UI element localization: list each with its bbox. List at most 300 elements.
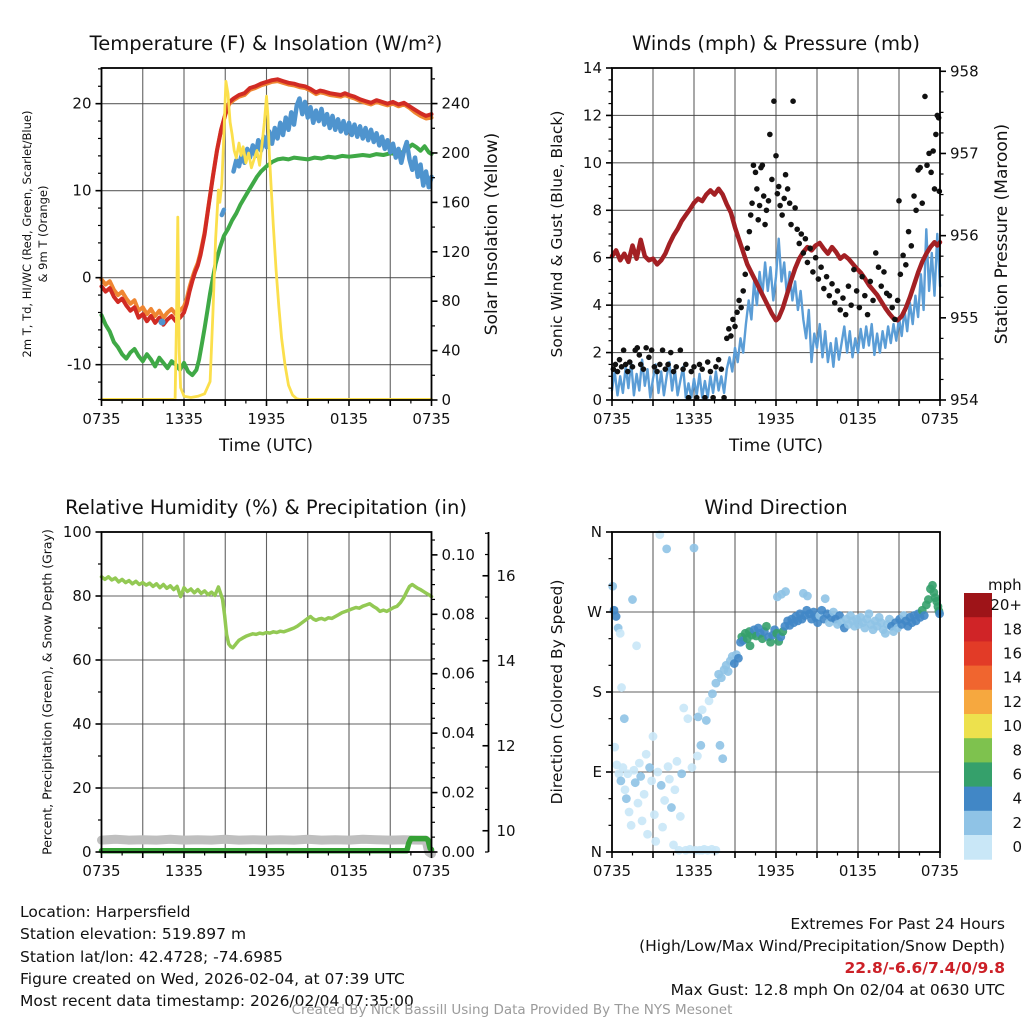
colorbar-label: 20+ <box>990 596 1022 615</box>
gust-dots <box>766 198 772 204</box>
y-tick-label: N <box>590 523 602 541</box>
wind-direction-point <box>643 830 652 839</box>
colorbar-label: 4 <box>1012 789 1022 808</box>
wind-direction-point <box>629 766 638 775</box>
gust-dots <box>630 364 636 370</box>
wind-direction-point <box>693 752 702 761</box>
gust-dots <box>708 369 714 375</box>
right-tick-label: 0 <box>441 391 452 409</box>
colorbar-label: 6 <box>1012 765 1022 784</box>
gust-dots <box>757 203 763 209</box>
gust-dots <box>734 309 740 315</box>
snow-tick-label: 14 <box>496 651 516 670</box>
colorbar-title: mph <box>988 576 1022 594</box>
gust-dots <box>762 222 768 228</box>
gust-dots <box>615 369 621 375</box>
gust-dots <box>878 283 884 289</box>
x-tick-label: 0135 <box>838 410 878 428</box>
colorbar-label: 10 <box>1002 717 1022 736</box>
gust-dots <box>824 274 830 280</box>
gust-dots <box>903 262 909 268</box>
gust-dots <box>848 302 854 308</box>
x-tick-label: 1335 <box>164 862 204 880</box>
colorbar-label: 12 <box>1002 692 1022 711</box>
colorbar-label: 16 <box>1002 644 1022 663</box>
gust-dots <box>854 288 860 294</box>
gust-dots <box>796 241 802 247</box>
colorbar-label: 2 <box>1012 813 1022 832</box>
gust-dots <box>794 226 800 232</box>
gust-dots <box>788 222 794 228</box>
gust-dots <box>683 362 689 368</box>
wind-direction-chart-title: Wind Direction <box>704 496 848 519</box>
gust-dots <box>665 362 671 368</box>
snow-tick-label: 16 <box>496 566 516 585</box>
gust-dots <box>764 207 770 213</box>
gust-dots <box>832 300 838 306</box>
temp-chart-title: Temperature (F) & Insolation (W/m²) <box>89 32 443 55</box>
gust-dots <box>865 312 871 318</box>
gust-dots <box>887 293 893 299</box>
gust-dots <box>775 191 781 197</box>
gust-dots <box>755 217 761 223</box>
gust-dots <box>898 272 904 278</box>
colorbar-label: 14 <box>1002 668 1022 687</box>
wind-direction-point <box>662 544 671 553</box>
gust-dots <box>924 162 930 168</box>
right-tick-label: 240 <box>441 94 471 113</box>
gust-dots <box>932 186 938 192</box>
wind-direction-point <box>642 750 651 759</box>
right-tick-label: 957 <box>950 144 979 163</box>
gust-dots <box>821 286 827 292</box>
temp-left-axis-label-line1: 2m T, Td, HI/WC (Red, Green, Scarlet/Blue) <box>20 110 34 358</box>
wind-direction-point <box>621 785 630 794</box>
colorbar-swatch <box>964 811 992 836</box>
wind-direction-point <box>670 785 679 794</box>
wind-direction-point <box>627 821 636 830</box>
colorbar-swatch <box>964 714 992 739</box>
gust-dots <box>738 305 744 311</box>
gust-dots <box>835 288 841 294</box>
gust-dots <box>634 345 640 351</box>
gust-dots <box>816 276 822 282</box>
wind-direction-point <box>711 846 720 855</box>
gust-dots <box>876 264 882 270</box>
wind-direction-point <box>702 716 711 725</box>
x-tick-label: 1935 <box>756 410 796 428</box>
gust-dots <box>697 362 703 368</box>
right-tick-label: 160 <box>441 193 471 212</box>
gust-dots <box>798 231 804 237</box>
wind-direction-point <box>762 622 771 631</box>
gust-dots <box>803 236 809 242</box>
colorbar-swatch <box>964 835 992 860</box>
y-tick-label: 4 <box>592 296 602 315</box>
colorbar-swatch <box>964 738 992 763</box>
gust-dots <box>621 347 627 353</box>
wind-direction-point <box>634 799 643 808</box>
colorbar-swatch <box>964 690 992 715</box>
x-tick-label: 1935 <box>247 410 286 428</box>
gust-dots <box>790 98 796 104</box>
y-tick-label: 100 <box>62 523 92 541</box>
gust-dots <box>922 94 928 100</box>
y-tick-label: 40 <box>72 715 92 733</box>
wind-direction-point <box>664 762 673 771</box>
colorbar-label: 18 <box>1002 620 1022 639</box>
credit-line: Created By Nick Bassill Using Data Provided By The NYS Mesonet <box>291 1002 733 1018</box>
gust-dots <box>857 305 863 311</box>
wind-direction-point <box>677 769 686 778</box>
right-tick-label: 0.08 <box>441 605 475 624</box>
gust-dots <box>688 369 694 375</box>
gust-dots <box>881 269 887 275</box>
colorbar-swatch <box>964 617 992 642</box>
wind-direction-point <box>625 808 634 817</box>
gust-dots <box>705 359 711 365</box>
gust-dots <box>906 229 912 235</box>
gust-dots <box>859 274 865 280</box>
gust-dots <box>736 298 742 304</box>
x-tick-label: 1335 <box>164 410 204 428</box>
gust-dots <box>829 281 835 287</box>
gust-dots <box>713 364 719 370</box>
gust-dots <box>846 283 852 289</box>
wind-direction-point <box>708 689 717 698</box>
y-tick-label: 0 <box>592 391 602 409</box>
wind-direction-point <box>617 683 626 692</box>
wind-direction-point <box>676 812 685 821</box>
gust-dots <box>657 362 663 368</box>
wind-direction-point <box>660 796 669 805</box>
y-tick-label: 0 <box>81 843 92 861</box>
gust-dots <box>843 312 849 318</box>
gust-dots <box>749 200 755 206</box>
gust-dots <box>649 347 655 353</box>
gust-dots <box>805 260 811 266</box>
gust-dots <box>740 288 746 294</box>
windchill-dot <box>159 319 166 326</box>
gust-dots <box>643 345 649 351</box>
gust-dots <box>728 333 734 339</box>
snow-tick-label: 10 <box>496 821 516 840</box>
wind-direction-point <box>640 790 649 799</box>
gust-dots <box>646 355 652 361</box>
data-timestamp: Most recent data timestamp: 2026/02/04 07:35:00 <box>20 992 414 1011</box>
wind-direction-point <box>665 775 674 784</box>
y-tick-label: 8 <box>592 201 602 220</box>
gust-dots <box>742 272 748 278</box>
wind-chart-title: Winds (mph) & Pressure (mb) <box>632 32 920 55</box>
y-tick-label: S <box>592 683 602 701</box>
gust-dots <box>753 170 759 176</box>
gust-dots <box>751 162 757 168</box>
x-tick-label: 0735 <box>82 862 121 880</box>
gust-dots <box>663 366 669 372</box>
y-tick-label: 12 <box>582 106 602 125</box>
gust-dots <box>668 350 674 356</box>
wind-direction-point <box>651 837 660 846</box>
gust-dots <box>654 369 660 375</box>
wind-direction-point <box>632 641 641 650</box>
gust-dots <box>933 132 939 138</box>
wind-direction-point <box>620 714 629 723</box>
wind-direction-point <box>650 810 659 819</box>
gust-dots <box>827 293 833 299</box>
right-tick-label: 0.06 <box>441 664 475 683</box>
wind-direction-point <box>683 714 692 723</box>
wind-direction-point <box>920 611 929 620</box>
gust-dots <box>719 366 725 372</box>
y-tick-label: -10 <box>67 355 92 374</box>
x-tick-label: 0735 <box>592 410 632 428</box>
right-tick-label: 956 <box>950 226 979 245</box>
gust-dots <box>671 369 677 375</box>
gust-dots <box>928 170 934 176</box>
colorbar-swatch <box>964 641 992 666</box>
right-tick-label: 0.00 <box>441 843 475 861</box>
right-tick-label: 958 <box>950 62 979 81</box>
colorbar-label: 0 <box>1012 838 1022 857</box>
gust-dots <box>889 305 895 311</box>
gust-dots <box>919 200 925 206</box>
y-tick-label: 20 <box>72 94 92 113</box>
gust-dots <box>747 229 753 235</box>
wind-direction-point <box>616 629 625 638</box>
gust-dots <box>699 366 705 372</box>
gust-dots <box>777 203 783 209</box>
gust-dots <box>680 366 686 372</box>
wind-direction-point <box>688 763 697 772</box>
x-tick-label: 0735 <box>412 410 451 428</box>
wind-direction-point <box>724 667 733 676</box>
wind-direction-point <box>673 757 682 766</box>
gust-dots <box>837 307 843 313</box>
x-tick-label: 0735 <box>920 410 960 428</box>
wind-direction-point <box>612 612 621 621</box>
wind-direction-point <box>653 768 662 777</box>
wind-xaxis-label: Time (UTC) <box>729 436 823 456</box>
humidity-chart-title: Relative Humidity (%) & Precipitation (in) <box>65 496 467 519</box>
wind-direction-point <box>622 794 631 803</box>
wind-left-axis-label: Sonic Wind & Gust (Blue, Black) <box>548 110 566 358</box>
gust-dots <box>673 364 679 370</box>
gust-dots <box>745 245 751 251</box>
wind-direction-point <box>636 772 645 781</box>
wind-direction-point <box>881 629 890 638</box>
gust-dots <box>760 162 766 168</box>
y-tick-label: 2 <box>592 343 602 362</box>
gust-dots <box>913 207 919 213</box>
colorbar-swatch <box>964 593 992 618</box>
gust-dots <box>691 364 697 370</box>
extremes-values: 22.8/-6.6/7.4/0/9.8 <box>844 959 1005 977</box>
y-tick-label: 20 <box>72 779 92 797</box>
station-location: Location: Harpersfield <box>20 903 191 921</box>
y-tick-label: W <box>587 603 602 621</box>
gust-dots <box>625 369 631 375</box>
gust-dots <box>726 326 732 332</box>
x-tick-label: 0735 <box>412 862 451 880</box>
wind-direction-point <box>649 732 658 741</box>
gust-dots <box>917 165 923 171</box>
right-tick-label: 955 <box>950 308 979 327</box>
gust-dots <box>807 245 813 251</box>
wind-direction-point <box>628 595 637 604</box>
right-tick-label: 40 <box>441 341 461 360</box>
colorbar-swatch <box>964 666 992 691</box>
wind-direction-point <box>638 816 647 825</box>
temp-xaxis-label: Time (UTC) <box>219 436 313 456</box>
wind-direction-point <box>821 594 830 603</box>
gust-dots <box>748 212 754 218</box>
gust-dots <box>813 255 819 261</box>
x-tick-label: 0735 <box>920 862 960 880</box>
y-tick-label: 80 <box>72 587 92 605</box>
wind-direction-point <box>698 705 707 714</box>
wind-direction-point <box>690 544 699 553</box>
right-tick-label: 0.02 <box>441 783 475 802</box>
y-tick-label: N <box>590 843 602 861</box>
gust-dots <box>641 366 647 372</box>
snow-tick-label: 12 <box>496 736 516 755</box>
gust-dots <box>801 250 807 256</box>
gust-dots <box>851 267 857 273</box>
gust-dots <box>613 362 619 368</box>
right-tick-label: 200 <box>441 143 471 162</box>
temp-left-axis-label-line2: & 9m T (Orange) <box>36 185 50 283</box>
gust-dots <box>761 193 767 199</box>
gust-dots <box>896 198 902 204</box>
x-tick-label: 1335 <box>674 862 714 880</box>
gust-dots <box>892 317 898 323</box>
x-tick-label: 0135 <box>329 862 369 880</box>
station-info <box>20 901 414 1012</box>
gust-dots <box>911 193 917 199</box>
wind-direction-point <box>635 759 644 768</box>
gust-dots <box>862 293 868 299</box>
gust-dots <box>873 250 879 256</box>
gust-dots <box>773 153 779 159</box>
gust-dots <box>930 148 936 154</box>
right-tick-label: 0.04 <box>441 724 475 743</box>
extremes-header: Extremes For Past 24 Hours <box>790 915 1005 933</box>
wind-direction-point <box>734 654 743 663</box>
x-tick-label: 1935 <box>756 862 796 880</box>
wind-direction-point <box>616 776 625 785</box>
station-latlon: Station lat/lon: 42.4728; -74.6985 <box>20 947 283 966</box>
extremes-subheader: (High/Low/Max Wind/Precipitation/Snow Depth) <box>639 937 1005 955</box>
humidity-left-axis-label: Percent, Precipitation (Green), & Snow Depth (Gray) <box>39 529 55 855</box>
right-tick-label: 0.10 <box>441 545 475 564</box>
insolation-right-axis-label: Solar Insolation (Yellow) <box>482 132 502 336</box>
right-tick-label: 954 <box>950 391 979 409</box>
gust-dots <box>652 364 658 370</box>
wind-direction-point <box>803 592 812 601</box>
x-tick-label: 0135 <box>329 410 369 428</box>
colorbar-swatch <box>964 787 992 812</box>
x-tick-label: 0735 <box>592 862 632 880</box>
gust-dots <box>732 324 738 330</box>
y-tick-label: 60 <box>72 651 92 669</box>
gust-dots <box>785 186 791 192</box>
gust-dots <box>783 172 789 178</box>
gust-dots <box>637 352 643 358</box>
gust-dots <box>771 98 777 104</box>
x-tick-label: 1335 <box>674 410 714 428</box>
x-tick-label: 0735 <box>82 410 121 428</box>
x-tick-label: 1935 <box>247 862 286 880</box>
gust-dots <box>678 347 684 353</box>
colorbar-label: 8 <box>1012 741 1022 760</box>
gust-dots <box>909 243 915 249</box>
gust-dots <box>781 196 787 202</box>
wind-direction-point <box>781 587 790 596</box>
gust-dots <box>617 357 623 363</box>
pressure-right-axis-label: Station Pressure (Maroon) <box>992 123 1012 345</box>
station-elevation: Station elevation: 519.897 m <box>20 925 247 944</box>
gust-dots <box>810 269 816 275</box>
colorbar-swatch <box>964 762 992 787</box>
wind-direction-point <box>717 673 726 682</box>
wind-direction-point <box>716 741 725 750</box>
wind-direction-point <box>657 781 666 790</box>
gust-dots <box>767 132 773 138</box>
y-tick-label: E <box>592 763 602 781</box>
gust-dots <box>900 253 906 259</box>
wind-direction-point <box>746 641 755 650</box>
gust-dots <box>627 359 633 365</box>
gust-dots <box>776 184 782 190</box>
gust-dots <box>840 295 846 301</box>
gust-dots <box>818 264 824 270</box>
gust-dots <box>870 298 876 304</box>
gust-dots <box>730 317 736 323</box>
gust-dots <box>660 347 666 353</box>
extremes-info <box>639 913 1005 1001</box>
wind-direction-left-axis-label: Direction (Colored By Speed) <box>548 579 566 805</box>
gust-dots <box>754 186 760 192</box>
wind-direction-point <box>696 741 705 750</box>
y-tick-label: 10 <box>72 181 92 200</box>
y-tick-label: 0 <box>81 268 92 287</box>
max-gust: Max Gust: 12.8 mph On 02/04 at 0630 UTC <box>670 981 1005 999</box>
gust-dots <box>868 279 874 285</box>
wind-direction-point <box>647 776 656 785</box>
wind-direction-point <box>645 763 654 772</box>
wind-direction-point <box>667 803 676 812</box>
x-tick-label: 0135 <box>838 862 878 880</box>
gust-dots <box>769 177 775 183</box>
y-tick-label: 14 <box>582 59 602 77</box>
right-tick-label: 80 <box>441 292 461 311</box>
windchill-lead <box>222 210 224 215</box>
gust-dots <box>787 200 793 206</box>
wind-direction-point <box>679 704 688 713</box>
right-tick-label: 120 <box>441 242 471 261</box>
gust-dots <box>779 212 785 218</box>
wind-direction-point <box>865 609 874 618</box>
gust-dots <box>716 357 722 363</box>
gust-dots <box>792 205 798 211</box>
gust-dots <box>638 362 644 368</box>
wind-direction-point <box>658 823 667 832</box>
figure-created: Figure created on Wed, 2026-02-04, at 07:39 UTC <box>20 969 405 988</box>
y-tick-label: 6 <box>592 248 602 267</box>
wind-direction-point <box>718 754 727 763</box>
gust-dots <box>895 298 901 304</box>
